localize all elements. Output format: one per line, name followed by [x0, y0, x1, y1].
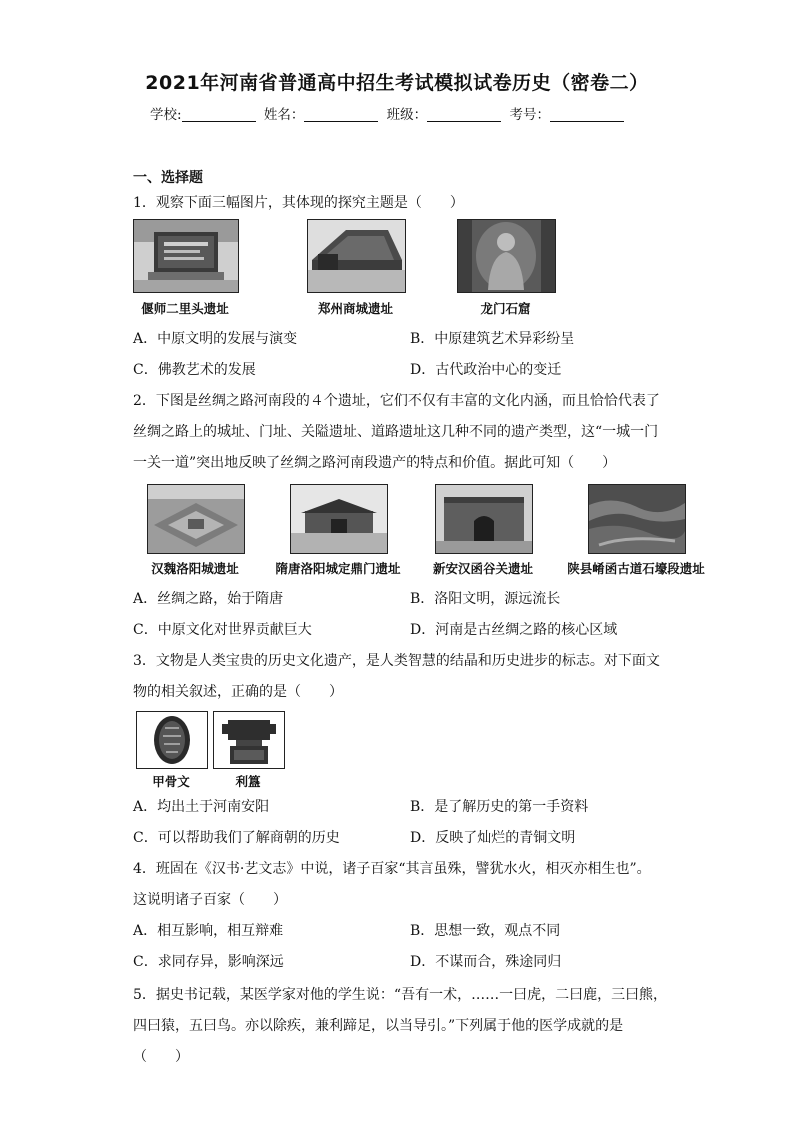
q4-stem-line-2: 这说明诸子百家（ ）: [133, 892, 287, 908]
q2-option-b[interactable]: B．洛阳文明，源远流长: [410, 591, 561, 607]
q2-stem-line-2: 丝绸之路上的城址、门址、关隘遗址、道路遗址这几种不同的遗产类型，这“一城一门: [133, 424, 659, 440]
q1-image-zhengzhou: [307, 219, 406, 293]
name-label: 姓名：: [263, 107, 305, 123]
q3-option-a[interactable]: A．均出土于河南安阳: [133, 799, 270, 815]
q1-option-d[interactable]: D．古代政治中心的变迁: [410, 362, 562, 378]
q2-image-hanwei-luoyang: [147, 484, 245, 554]
q1-image-erlitou: [133, 219, 239, 293]
q3-caption-2: 利簋: [235, 774, 261, 789]
q1-stem: 1．观察下面三幅图片，其体现的探究主题是（ ）: [133, 195, 464, 211]
q2-image-dingdingmen: [290, 484, 388, 554]
q3-stem-line-1: 3．文物是人类宝贵的历史文化遗产，是人类智慧的结晶和历史进步的标志。对下面文: [133, 653, 660, 669]
q3-image-oracle-bone: [136, 711, 208, 769]
student-info-fields: [150, 103, 628, 123]
q4-option-c[interactable]: C．求同存异，影响深远: [133, 954, 284, 970]
q1-option-b[interactable]: B．中原建筑艺术异彩纷呈: [410, 331, 575, 347]
name-blank[interactable]: [304, 107, 378, 122]
class-label: 班级：: [386, 107, 428, 123]
q2-image-hangu-pass: [435, 484, 533, 554]
exam-no-label: 考号：: [509, 107, 550, 123]
class-blank[interactable]: [427, 107, 501, 122]
q2-image-xiaohan-road: [588, 484, 686, 554]
q3-image-li-gui: [213, 711, 285, 769]
q2-caption-2: 隋唐洛阳城定鼎门遗址: [275, 561, 401, 576]
q2-option-c[interactable]: C．中原文化对世界贡献巨大: [133, 622, 312, 638]
school-label: 学校:: [150, 107, 182, 123]
q2-option-d[interactable]: D．河南是古丝绸之路的核心区域: [410, 622, 618, 638]
q2-stem-line-1: 2．下图是丝绸之路河南段的４个遗址，它们不仅有丰富的文化内涵，而且恰恰代表了: [133, 393, 660, 409]
q5-stem-line-3: （ ）: [133, 1049, 189, 1065]
q2-stem-line-3: 一关一道”突出地反映了丝绸之路河南段遗产的特点和价值。据此可知（ ）: [133, 455, 617, 471]
q2-caption-3: 新安汉函谷关遗址: [432, 561, 533, 576]
q3-stem-line-2: 物的相关叙述，正确的是（ ）: [133, 684, 343, 700]
q3-option-d[interactable]: D．反映了灿烂的青铜文明: [410, 830, 576, 846]
q2-caption-4: 陕县崤函古道石壕段遗址: [567, 561, 705, 576]
q2-caption-1: 汉魏洛阳城遗址: [151, 561, 239, 576]
q3-option-c[interactable]: C．可以帮助我们了解商朝的历史: [133, 830, 340, 846]
q4-option-a[interactable]: A．相互影响，相互辩难: [133, 923, 284, 939]
q5-stem-line-2: 四曰猿，五曰鸟。亦以除疾，兼利蹄足，以当导引。”下列属于他的医学成就的是: [133, 1018, 624, 1034]
exam-title: 2021年河南省普通高中招生考试模拟试卷历史（密卷二）: [145, 72, 649, 94]
q4-stem-line-1: 4．班固在《汉书·艺文志》中说，诸子百家“其言虽殊，譬犹水火，相灭亦相生也”。: [133, 861, 651, 877]
q1-option-c[interactable]: C．佛教艺术的发展: [133, 362, 256, 378]
q1-option-a[interactable]: A．中原文明的发展与演变: [133, 331, 298, 347]
q1-caption-2: 郑州商城遗址: [317, 301, 393, 316]
q1-image-longmen: [457, 219, 556, 293]
exam-no-blank[interactable]: [550, 107, 624, 122]
q3-option-b[interactable]: B．是了解历史的第一手资料: [410, 799, 589, 815]
school-blank[interactable]: [182, 107, 256, 122]
q5-stem-line-1: 5．据史书记载，某医学家对他的学生说：“吾有一术，……一曰虎，二曰鹿，三曰熊，: [133, 987, 668, 1003]
q1-caption-1: 偃师二里头遗址: [141, 301, 229, 316]
q4-option-b[interactable]: B．思想一致，观点不同: [410, 923, 561, 939]
section-heading: 一、选择题: [133, 170, 203, 186]
q4-option-d[interactable]: D．不谋而合，殊途同归: [410, 954, 562, 970]
q3-caption-1: 甲骨文: [152, 774, 190, 789]
q1-caption-3: 龙门石窟: [480, 301, 531, 316]
q2-option-a[interactable]: A．丝绸之路，始于隋唐: [133, 591, 284, 607]
